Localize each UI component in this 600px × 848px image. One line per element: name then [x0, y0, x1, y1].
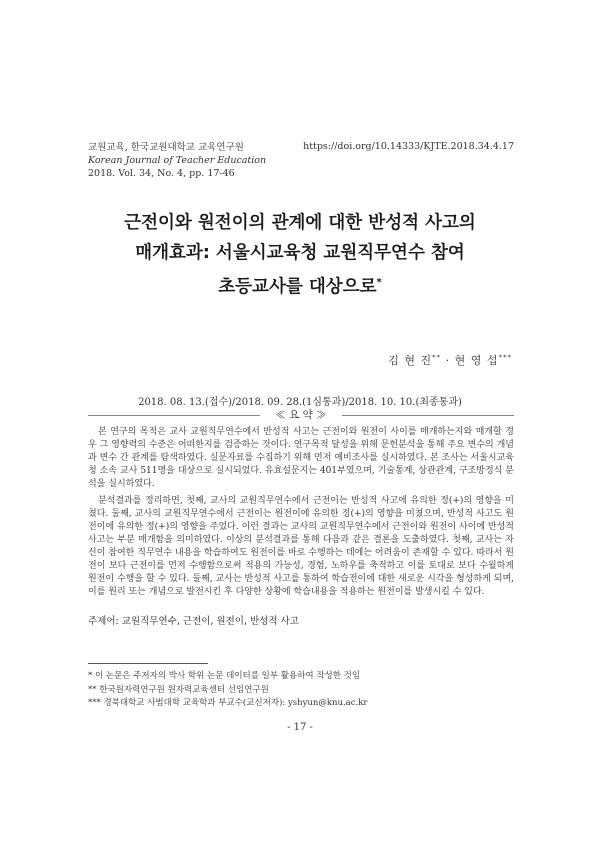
title-footnote-mark: * — [376, 277, 382, 288]
author-2-mark: *** — [498, 353, 512, 362]
abstract-paragraph-1: 본 연구의 목적은 교사 교원직무연수에서 반성적 사고는 근전이와 원전이 사이를 매개하는지와 매개할 경우 그 영향력의 수준은 어떠한지를 검증하는 것이다. 연구목적 달성을 위해 문헌분석을 통해 주요 변수의 개념과 변수 간 관계를 탐색하였다. 실문자료를 수집하기 위해 먼저 예비조사를 실시하였다. 본 조사는 서울시교육청 소속 교사 511명을 대상으로 실시되었다. 유효설문지는 401부였으며, 기술통계, 상관관계, 구조방정식 분석을 실시하였다. — [88, 427, 514, 489]
author-1-mark: ** — [432, 353, 442, 362]
journal-name-kr: 교원교육, 한국교원대학교 교육연구원 — [88, 142, 244, 153]
title-line-1: 근전이와 원전이의 관계에 대한 반성적 사고의 — [124, 213, 476, 233]
footnote-3: *** 경북대학교 사범대학 교육학과 부교수(교신저자): yshyun@knu.ac.kr — [88, 698, 368, 708]
author-list — [388, 352, 512, 368]
author-1: 김 현 진 — [388, 354, 433, 367]
keywords: 주제어: 교원직무연수, 근전이, 원전이, 반성적 사고 — [88, 616, 299, 627]
doi-link[interactable]: https://doi.org/10.14333/KJTE.2018.34.4.17 — [303, 141, 514, 152]
author-2: 현 영 섭 — [454, 354, 499, 367]
abstract-heading — [88, 408, 514, 422]
footnote-divider — [88, 663, 208, 664]
abstract-paragraph-2: 분석결과를 정리하면, 첫째, 교사의 교원직무연수에서 근전이는 반성적 사고에 유의한 정(+)의 영향을 미쳤다. 둘째, 교사의 교원직무연수에서 근전이는 원전이에 유의한 정(+)의 영향을 미쳤으며, 반성적 사고도 원전이에 유의한 정(+)의 영향을 주었다. 이런 결과는 교사의 교원직무연수에서 근전이와 원전이 사이에 반성적 사고는 부분 매개함을 의미하였다. 이상의 분석결과를 통해 다음과 같은 결론을 도출하였다. 첫째, 교사는 자신이 참여한 직무연수 내용을 학습하여도 원전이를 바로 수행하는 데에는 어려움이 존재할 수 있다. 따라서 원전이 보다 근전이를 먼저 수행함으로써 적용의 가능성, 경험, 노하우를 축적하고 이를 토대로 보다 수월하게 원전이 수행을 할 수 있다. 둘째, 교사는 반성적 사고를 통하여 학습전이에 대한 새로운 시각을 형성하게 되며, 이를 원리 또는 개념으로 발전시킨 후 다양한 상황에 학습내용을 적용하는 원전이를 발생시킬 수 있다. — [88, 496, 514, 597]
footnotes — [88, 670, 367, 711]
abstract-body — [88, 426, 514, 603]
page-number: - 17 - — [287, 722, 313, 733]
title-line-2: 매개효과: 서울시교육청 교원직무연수 참여 — [135, 243, 465, 263]
abstract-heading-label: ≪ 요 약 ≫ — [275, 409, 327, 421]
author-separator: · — [441, 354, 455, 367]
journal-name-en: Korean Journal of Teacher Education — [88, 155, 267, 166]
title-line-3: 초등교사를 대상으로 — [218, 276, 377, 297]
review-dates: 2018. 08. 13.(접수)/2018. 09. 28.(1심통과)/2018. 10. 10.(최종통과) — [138, 397, 462, 408]
journal-header — [88, 141, 266, 180]
footnote-1: * 이 논문은 주저자의 박사 학위 논문 데이터를 일부 활용하여 작성한 것임 — [88, 671, 361, 681]
paper-title — [60, 208, 540, 302]
volume-info: 2018. Vol. 34, No. 4, pp. 17-46 — [88, 168, 235, 179]
footnote-2: ** 한국원자력연구원 원자력교육센터 선임연구원 — [88, 684, 269, 695]
